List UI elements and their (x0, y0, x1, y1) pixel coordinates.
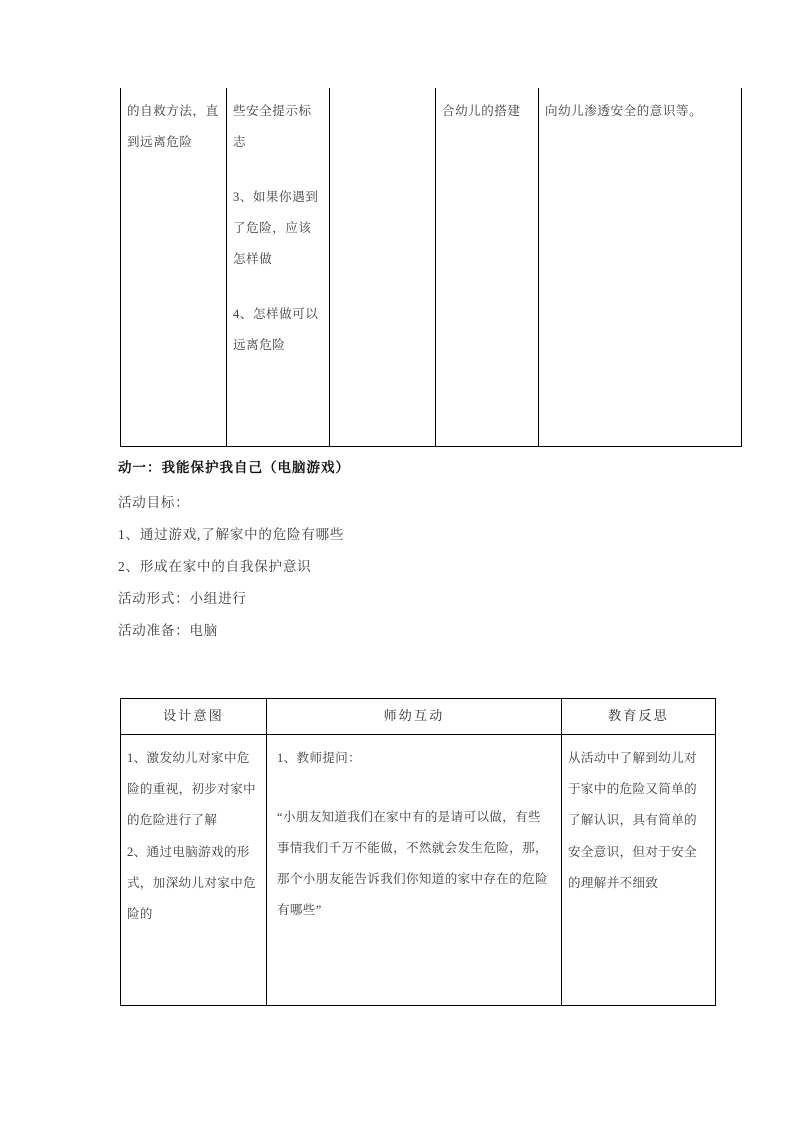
cell-interaction (267, 734, 562, 1005)
top-table-cell-col5 (539, 88, 742, 447)
top-table-cell-col3 (330, 88, 436, 447)
top-cell2-para-1: 些安全提示标志 (233, 104, 312, 149)
top-cell1-para-1: 的自救方法，直到远离危险 (127, 104, 219, 149)
activity-record-table (120, 698, 716, 1006)
top-table-cell-col2 (227, 88, 330, 447)
interaction-spacer (277, 774, 553, 802)
interaction-quote: “小朋友知道我们在家中有的是请可以做，有些事情我们千万不能做，不然就会发生危险，那， 那个小朋友能告诉我们你知道的家中存在的危险有哪些” (277, 809, 548, 918)
cell-reflection (562, 734, 716, 1005)
activity-intro-block (118, 458, 678, 653)
activity-preparation: 活动准备：电脑 (118, 622, 219, 638)
design-intent-item-2: 2、通过电脑游戏的形式，加深幼儿对家中危险的 (127, 844, 257, 922)
interaction-item-1: 1、教师提问： (277, 750, 362, 765)
column-header-interaction: 师幼互动 (267, 699, 562, 735)
top-table-cell-col1 (121, 88, 227, 447)
table-header-row (121, 699, 716, 735)
top-cell4-para-1: 合幼儿的搭建 (442, 104, 521, 118)
column-header-design-intent: 设计意图 (121, 699, 267, 735)
continued-lesson-plan-table (120, 88, 742, 447)
activity-heading: 动一：我能保护我自己（电脑游戏） (118, 460, 350, 475)
table-row (121, 88, 742, 447)
activity-objective-2: 2、形成在家中的自我保护意识 (118, 558, 312, 574)
top-cell2-para-2: 3、如果你遇到了危险，应该怎样做 (233, 190, 319, 266)
table-row (121, 734, 716, 1005)
reflection-text: 从活动中了解到幼儿对于家中的危险又简单的了解认识，具有简单的安全意识，但对于安全的理解并不细致 (568, 750, 698, 890)
design-intent-item-1: 1、激发幼儿对家中危险的重视，初步对家中的危险进行了解 (127, 750, 257, 828)
activity-format: 活动形式：小组进行 (118, 590, 247, 606)
cell-design-intent (121, 734, 267, 1005)
column-header-reflection: 教育反思 (562, 699, 716, 735)
top-table-cell-col4 (436, 88, 539, 447)
top-cell2-para-3: 4、怎样做可以远离危险 (233, 307, 319, 352)
activity-objective-1: 1、通过游戏,了解家中的危险有哪些 (118, 526, 345, 542)
top-cell5-para-1: 向幼儿渗透安全的意识等。 (545, 104, 703, 118)
activity-objective-label: 活动目标： (118, 494, 190, 510)
